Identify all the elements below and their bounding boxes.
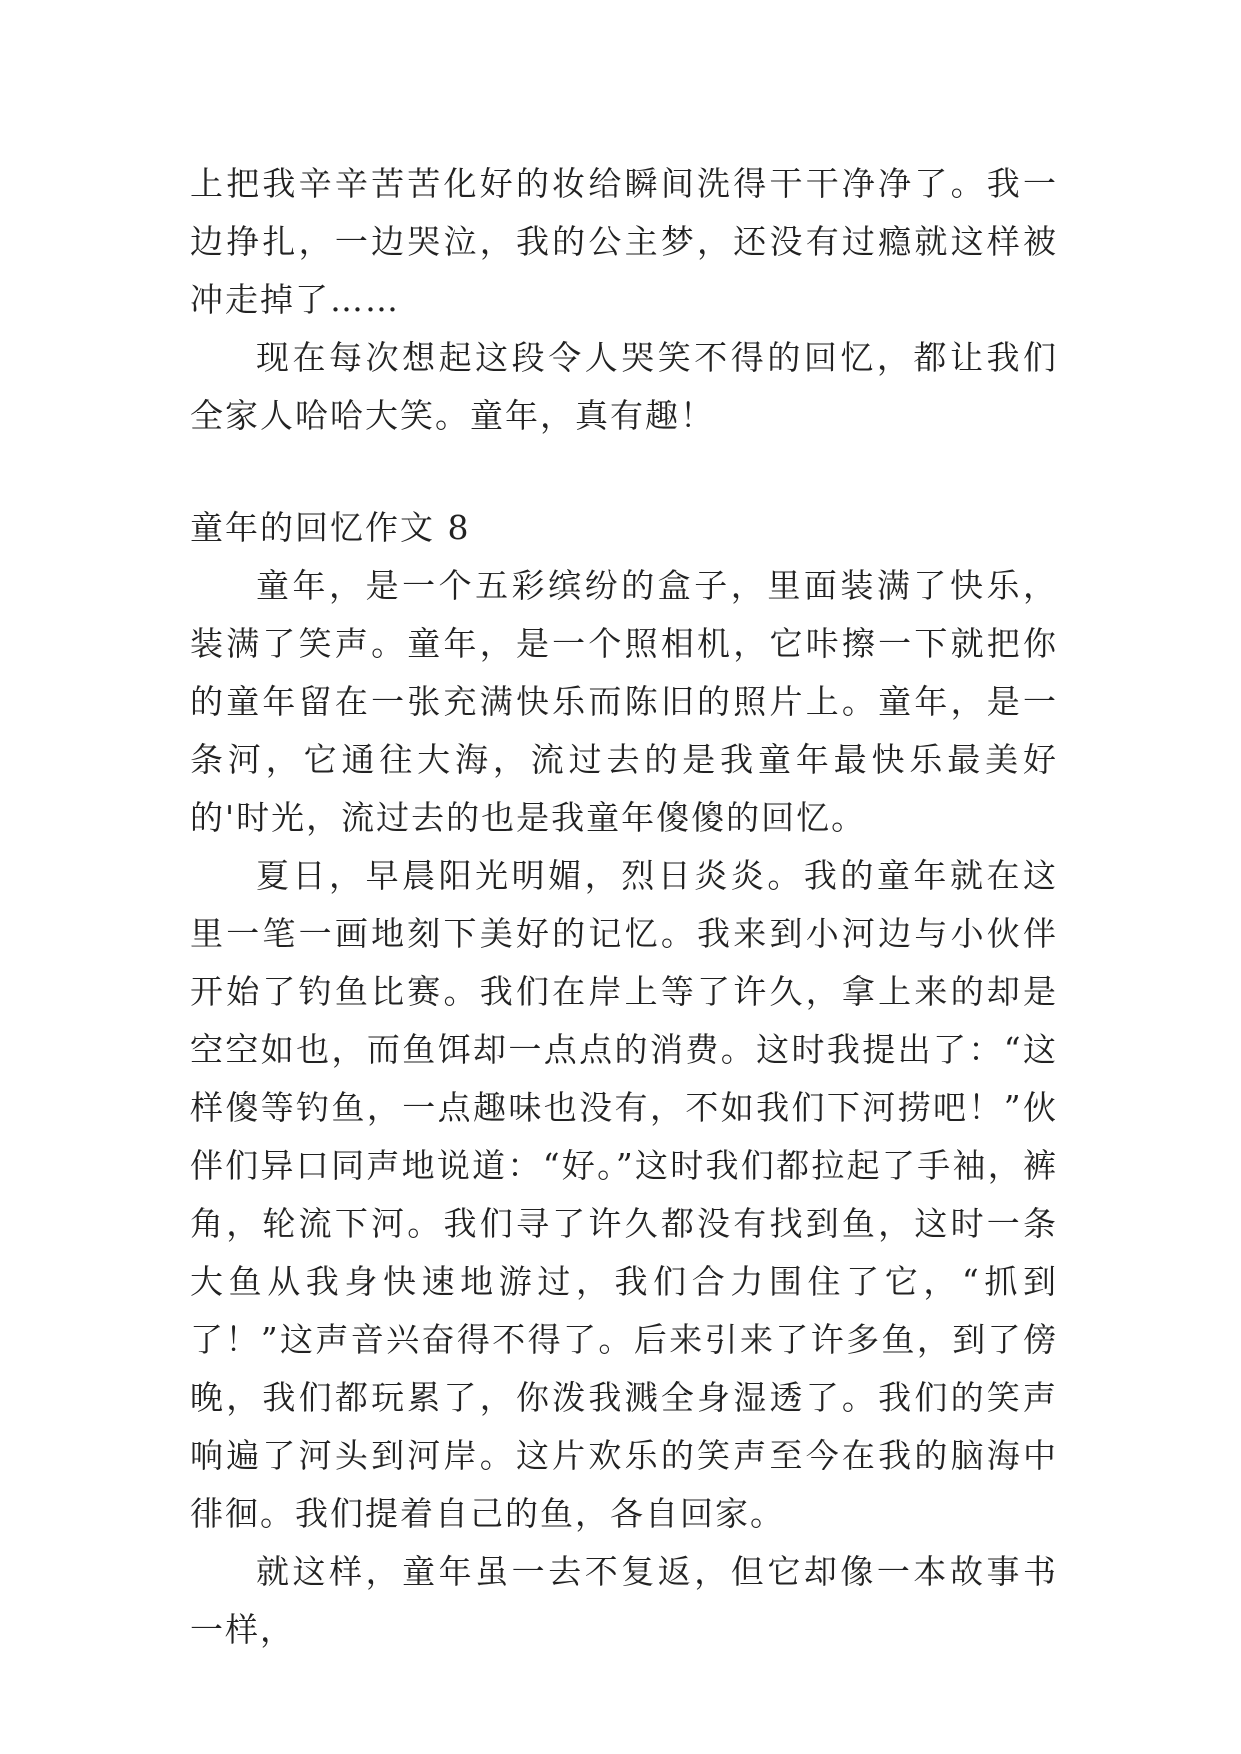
closing-paragraph: 现在每次想起这段令人哭笑不得的回忆，都让我们全家人哈哈大笑。童年，真有趣！ [190, 338, 1058, 435]
document-body [190, 155, 1058, 1659]
essay-paragraph-1: 童年，是一个五彩缤纷的盒子，里面装满了快乐，装满了笑声。童年，是一个照相机，它咔擦一下就把你的童年留在一张充满快乐而陈旧的照片上。童年，是一条河，它通往大海，流过去的是我童年最快乐最美好的'时光，流过去的也是我童年傻傻的回忆。 [190, 566, 1058, 837]
essay-paragraph-2: 夏日，早晨阳光明媚，烈日炎炎。我的童年就在这里一笔一画地刻下美好的记忆。我来到小河边与小伙伴开始了钓鱼比赛。我们在岸上等了许久，拿上来的却是空空如也，而鱼饵却一点点的消费。这时我提出了：“这样傻等钓鱼，一点趣味也没有，不如我们下河捞吧！”伙伴们异口同声地说道：“好。”这时我们都拉起了手袖，裤角，轮流下河。我们寻了许久都没有找到鱼，这时一条大鱼从我身快速地游过，我们合力围住了它，“抓到了！”这声音兴奋得不得了。后来引来了许多鱼，到了傍晚，我们都玩累了，你泼我溅全身湿透了。我们的笑声响遍了河头到河岸。这片欢乐的笑声至今在我的脑海中徘徊。我们提着自己的鱼，各自回家。 [190, 856, 1058, 1533]
section-gap [190, 445, 1058, 499]
essay-paragraph-3: 就这样，童年虽一去不复返，但它却像一本故事书一样， [190, 1552, 1058, 1649]
essay-title: 童年的回忆作文 8 [190, 508, 471, 547]
fragment-paragraph: 上把我辛辛苦苦化好的妆给瞬间洗得干干净净了。我一边挣扎，一边哭泣，我的公主梦，还没有过瘾就这样被冲走掉了…… [190, 164, 1058, 319]
